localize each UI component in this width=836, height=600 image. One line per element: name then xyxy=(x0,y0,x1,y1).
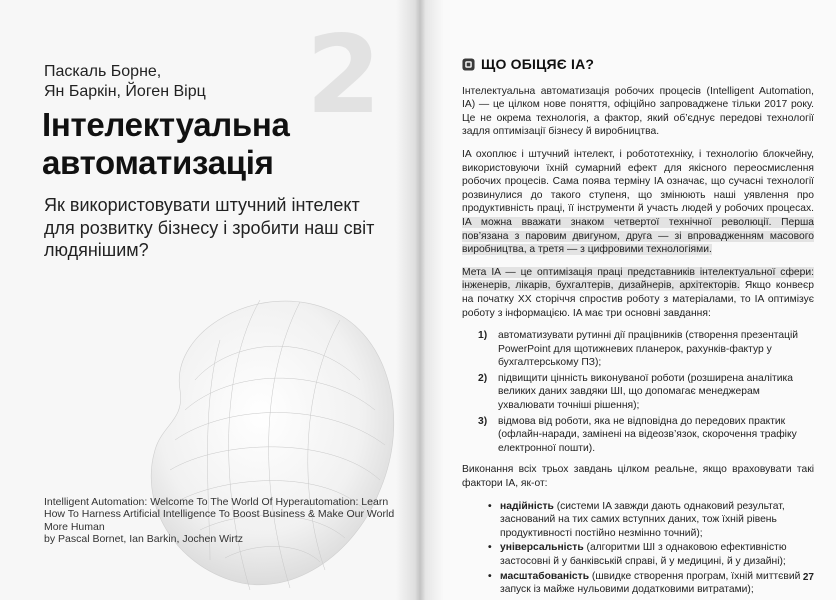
book-subtitle: Як використовувати штучний інтелект для розвитку бізнесу і зробити наш світ людянішим? xyxy=(44,195,375,260)
factor-text: (швидке створення програм, їхній миттєвий запуск із майже нульовими додатковими витратами); xyxy=(500,570,801,596)
list-item xyxy=(462,570,814,597)
paragraph xyxy=(462,148,814,257)
paragraph xyxy=(462,266,814,320)
section-heading xyxy=(462,58,814,72)
original-authors: by Pascal Bornet, Ian Barkin, Jochen Wirtz xyxy=(44,533,244,546)
chapter-number: 2 xyxy=(306,13,382,138)
paragraph: Виконання всіх трьох завдань цілком реальне, якщо враховувати такі фактори IA, як-от: xyxy=(462,464,814,490)
paragraph-text: Якщо конвеєр на початку ХХ сторіччя спростив роботу з матеріалами, то IA оптимізує роботу з інформацією. IA має три основні завдання: xyxy=(462,280,815,319)
paragraph-text: IA охоплює і штучний інтелект, і робототехніку, і технологію блокчейну, використовуючи їхній сумарний ефект для якісного переосмислення робочих процесів. Сама поява терміну IA означає, що сучасні технології розвинулися до такого ступеня, що змінюють наші уявлення про продуктивність праці, її інструменти й участь людей у робочих процесах. xyxy=(462,148,814,215)
chip-icon xyxy=(462,58,475,71)
book-gutter xyxy=(396,0,444,600)
highlighted-text: Мета IA — це оптимізація праці представників інтелектуальної сфери: інженерів, лікарів, бухгалтерів, дизайнерів, архітекторів. xyxy=(462,266,814,292)
list-item xyxy=(462,541,814,568)
author-line: Паскаль Борне, xyxy=(44,63,162,80)
list-item xyxy=(462,415,814,456)
factor-text: (алгоритми ШІ з однаковою ефективністю застосовні й у банківській справі, й у медицині, й у дизайні); xyxy=(500,542,787,567)
page-body xyxy=(462,58,814,598)
list-number: 3) xyxy=(478,415,488,427)
tasks-list xyxy=(462,329,814,455)
wireframe-sphere-illustration xyxy=(140,270,410,600)
authors xyxy=(44,62,206,102)
original-title-line: How To Harness Artificial Intelligence To Boost Business & Make Our World xyxy=(44,508,395,521)
list-number: 1) xyxy=(478,330,488,342)
author-line: Ян Баркін, Йоген Вірц xyxy=(44,83,206,100)
original-title-line: Intelligent Automation: Welcome To The World Of Hyperautomation: Learn xyxy=(44,496,389,508)
title-line: Інтелектуальна xyxy=(42,106,290,143)
list-item-text: автоматизувати рутинні дії працівників (створення презентацій PowerPoint для щотижневих планерок, рахунків-фактур у бухгалтерському ПЗ); xyxy=(498,330,799,369)
bullet-icon: • xyxy=(488,500,492,512)
list-number: 2) xyxy=(478,372,488,384)
list-item xyxy=(462,372,814,413)
factor-term: надійність xyxy=(500,500,554,512)
list-item-text: відмова від роботи, яка не відповідна до передових практик (офлайн-наради, замінені на відеозв’язок, скорочення трафіку електронної пошти). xyxy=(498,415,797,454)
bullet-icon: • xyxy=(488,542,492,554)
bullet-icon: • xyxy=(488,570,492,582)
factors-list xyxy=(462,500,814,597)
factor-text: (системи IA завжди дають однаковий результат, заснований на тих самих вступних даних, тож їхній рівень продуктивності постійно незмінно точний); xyxy=(500,500,785,539)
original-edition-info xyxy=(44,496,395,546)
factor-term: універсальність xyxy=(500,542,584,554)
list-item-text: підвищити цінність виконуваної роботи (розширена аналітика великих даних завдяки ШІ, що допомагає менеджерам ухвалювати точніші рішення); xyxy=(498,372,793,412)
list-item xyxy=(462,500,814,541)
factor-term: масштабованість xyxy=(500,570,590,582)
text-page xyxy=(418,0,836,600)
title-line: автоматизація xyxy=(42,144,274,181)
list-item xyxy=(462,329,814,370)
highlighted-text: IA можна вважати знаком четвертої технічної революції. Перша пов’язана з паровим двигуном, друга — зі впровадженням масового виробництва, а третя — з цифровими технологіями. xyxy=(462,216,814,256)
page-number: 27 xyxy=(802,572,814,583)
original-title-line: More Human xyxy=(44,520,105,533)
paragraph: Інтелектуальна автоматизація робочих процесів (Intelligent Automation, IA) — це цілком нове поняття, офіційно запроваджене тільки 2017 року. Це не окрема технологія, а фактор, який об’єднує передові технології задля оптимізації бізнесу й виробництва. xyxy=(462,85,814,138)
section-title: ЩО ОБІЦЯЄ ІА? xyxy=(481,56,595,72)
book-title xyxy=(42,106,290,182)
